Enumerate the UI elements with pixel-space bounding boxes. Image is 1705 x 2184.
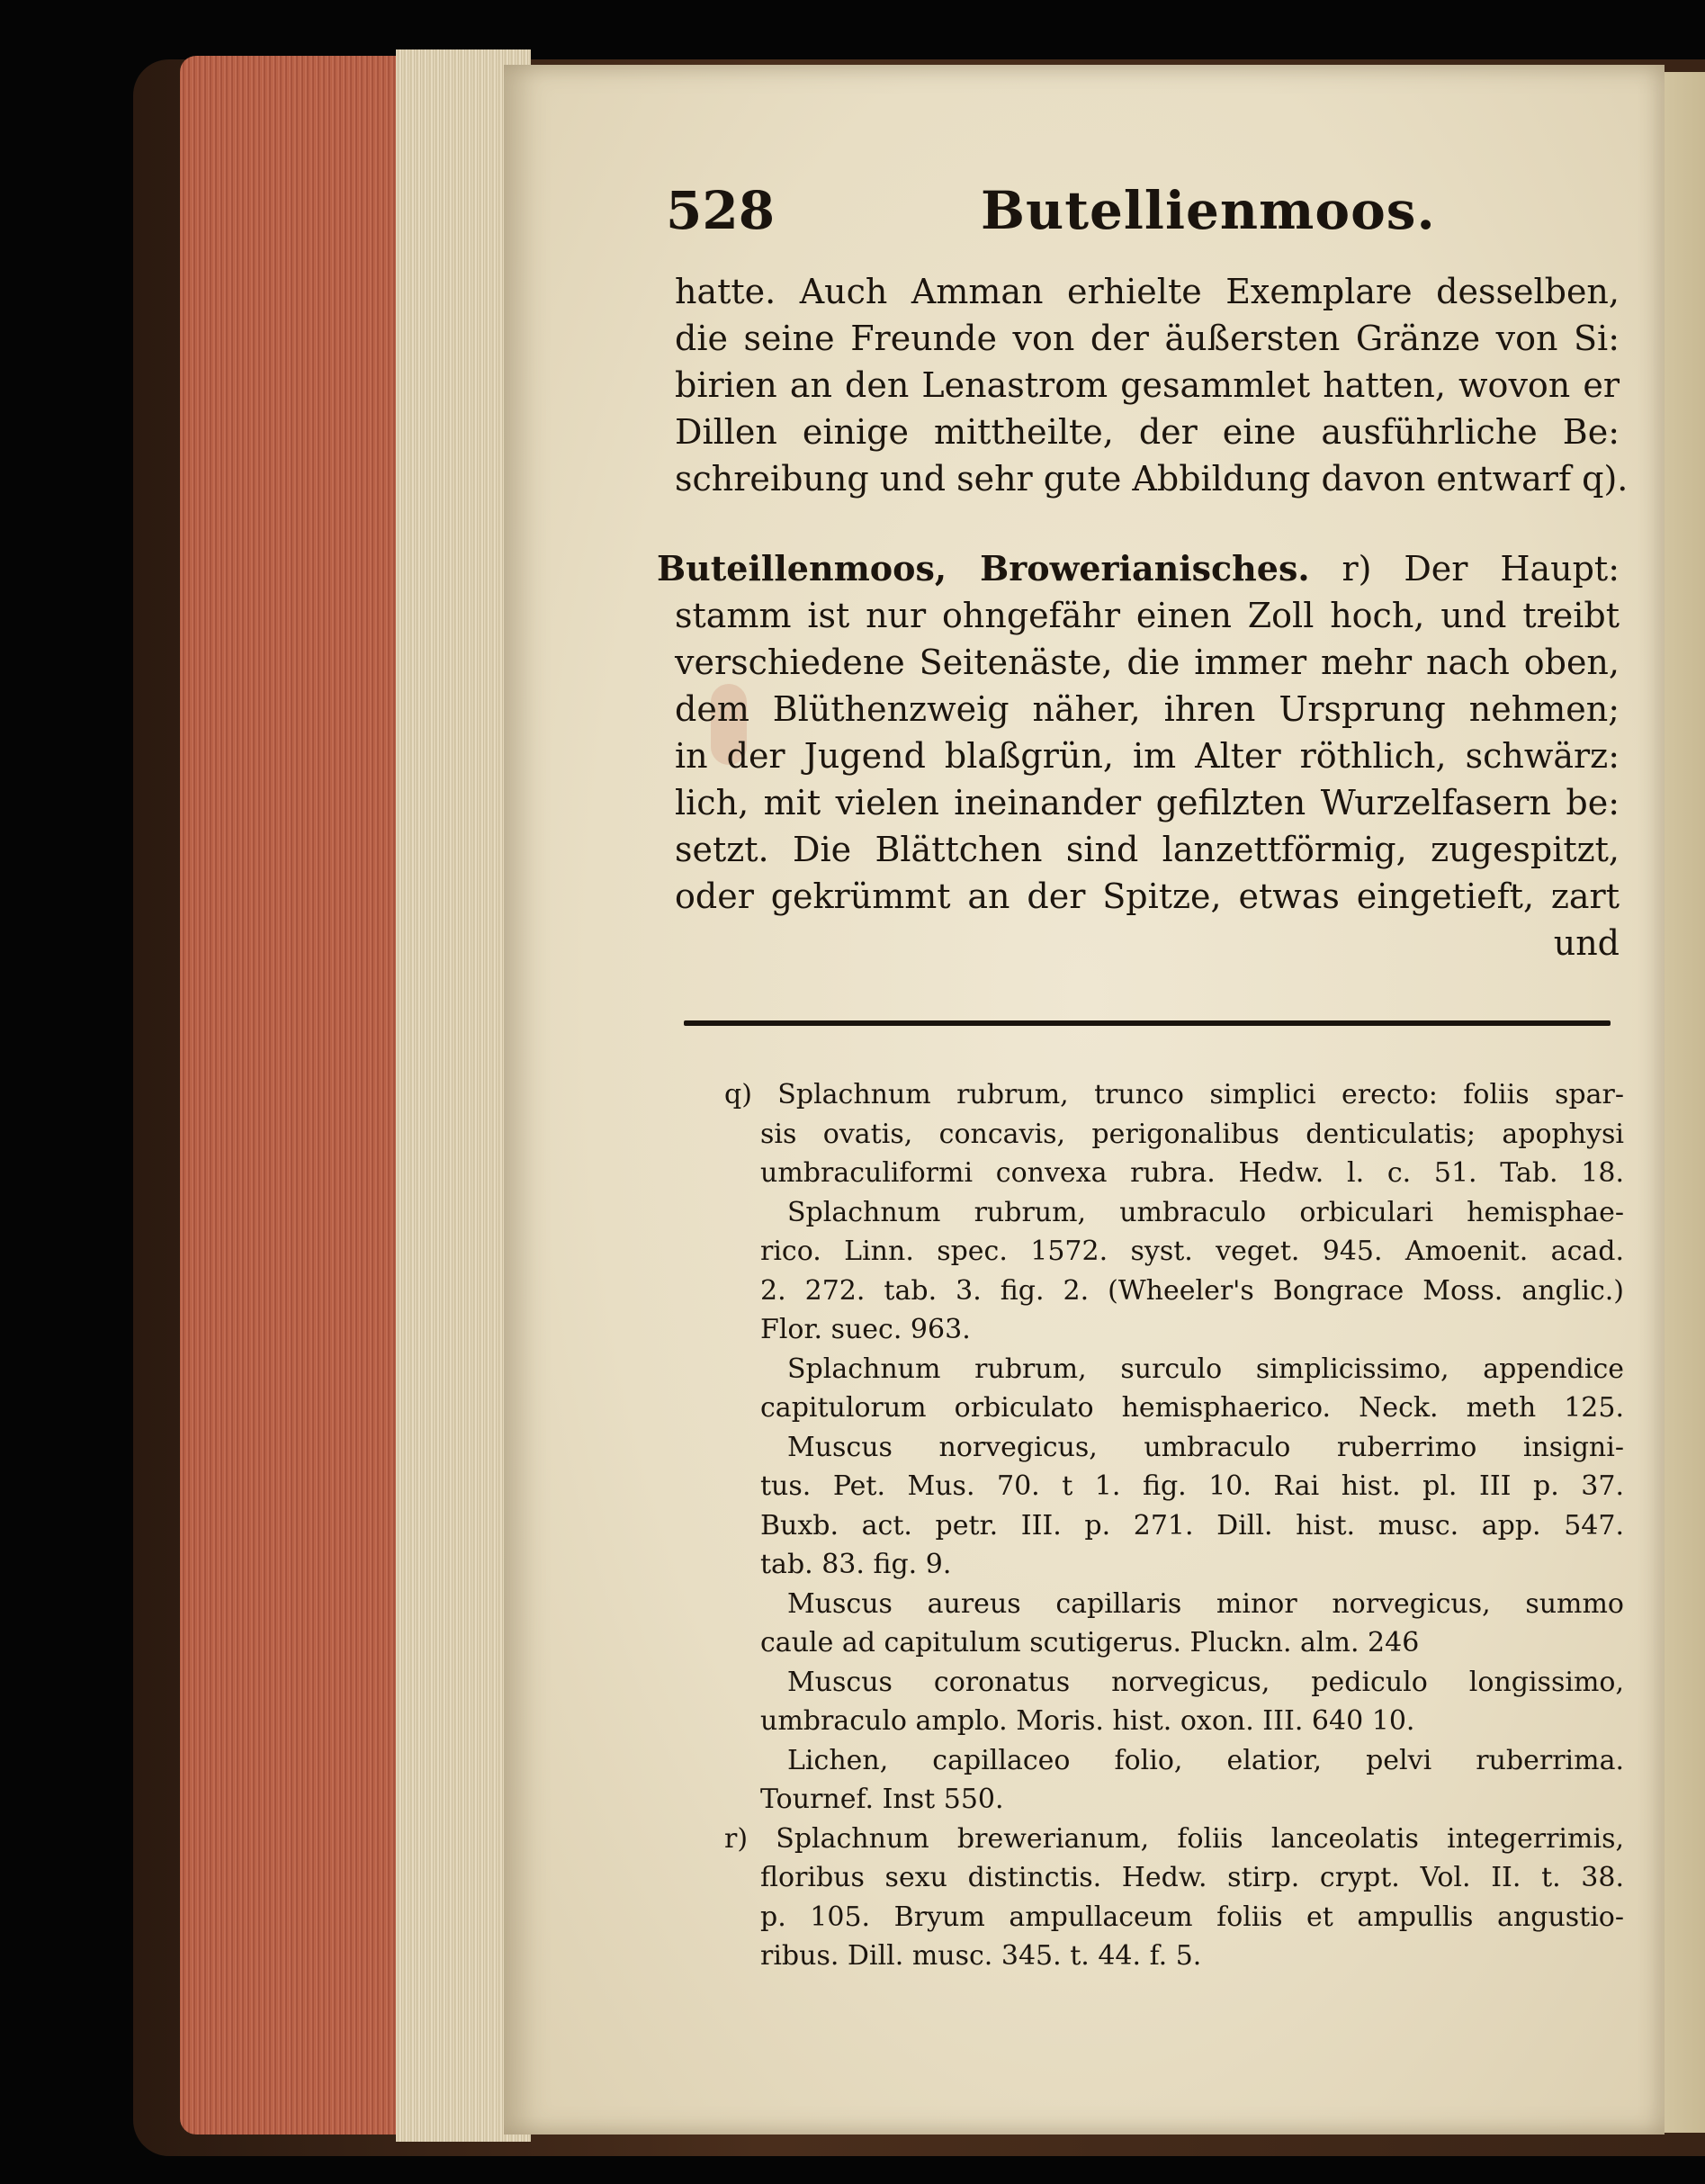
footnote-line: Splachnum rubrum, surculo simplicissimo, appendice [787,1353,1624,1385]
page-number: 528 [666,180,776,241]
footnote-line: umbraculiformi convexa rubra. Hedw. l. c. 51. Tab. 18. [760,1157,1624,1189]
text-line: dem Blüthenzweig näher, ihren Ursprung nehmen; [675,689,1620,729]
text-line: verschiedene Seitenäste, die immer mehr nach oben, [675,643,1620,682]
footnote-line: Splachnum rubrum, umbraculo orbiculari hemisphae- [787,1196,1624,1228]
footnote-rule [684,1020,1611,1026]
text-line: birien an den Lenastrom gesammlet hatten, wovon er [675,365,1620,405]
text-line: Dillen einige mittheilte, der eine ausführliche Be: [675,412,1620,452]
page-header [666,180,1611,243]
footnote-line: 2. 272. tab. 3. fig. 2. (Wheeler's Bongrace Moss. anglic.) [760,1274,1624,1307]
text-line: schreibung und sehr gute Abbildung davon entwarf q). [675,459,1629,499]
footnote-line: r) Splachnum brewerianum, foliis lanceolatis integerrimis, [724,1822,1624,1855]
footnote-line: capitulorum orbiculato hemisphaerico. Neck. meth 125. [760,1392,1624,1424]
text-line: in der Jugend blaßgrün, im Alter röthlich, schwärz: [675,736,1620,776]
footnote-line: Muscus norvegicus, umbraculo ruberrimo insigni- [787,1431,1624,1463]
footnote-line: rico. Linn. spec. 1572. syst. veget. 945. Amoenit. acad. [760,1236,1624,1267]
section-heading: Buteillenmoos, Browerianisches. [657,548,1310,589]
footnote-line: sis ovatis, concavis, perigonalibus denticulatis; apophysi [760,1118,1624,1150]
footnote-line: tus. Pet. Mus. 70. t 1. fig. 10. Rai hist. pl. III p. 37. [760,1470,1624,1502]
footnotes [724,1075,1624,1976]
footnote-line: Buxb. act. petr. III. p. 271. Dill. hist. musc. app. 547. [760,1509,1624,1541]
footnote-line: Lichen, capillaceo folio, elatior, pelvi ruberrima. [787,1744,1624,1776]
footnote-line: Muscus aureus capillaris minor norvegicus, summo [787,1587,1624,1620]
footnote-line: Flor. suec. 963. [760,1314,971,1345]
footnote-line: caule ad capitulum scutigerus. Pluckn. alm. 246 [760,1627,1420,1658]
section-heading-ref: r) Der Haupt: [1342,549,1620,589]
text-line: oder gekrümmt an der Spitze, etwas eingetieft, zart [675,876,1620,916]
footnote-line: umbraculo amplo. Moris. hist. oxon. III. 640 10. [760,1705,1415,1737]
text-line: die seine Freunde von der äußersten Gränze von Si: [675,319,1620,358]
footnote-line: p. 105. Bryum ampullaceum foliis et ampullis angustio- [760,1901,1624,1933]
text-line: setzt. Die Blättchen sind lanzettförmig, zugespitzt, [675,830,1620,869]
footnote-line: tab. 83. fig. 9. [760,1549,952,1580]
text-line: stamm ist nur ohngefähr einen Zoll hoch, und treibt [675,596,1620,635]
footnote-line: q) Splachnum rubrum, trunco simplici erecto: foliis spar- [724,1079,1624,1110]
section-heading-line [657,545,1620,592]
text-line: lich, mit vielen ineinander gefilzten Wurzelfasern be: [675,783,1620,822]
footnote-line: Muscus coronatus norvegicus, pediculo longissimo, [787,1666,1624,1698]
catchword: und [1553,923,1620,963]
footnote-line: ribus. Dill. musc. 345. t. 44. f. 5. [760,1940,1202,1972]
text-line: hatte. Auch Amman erhielte Exemplare desselben, [675,272,1620,311]
main-text [657,268,1629,966]
footnote-line: Tournef. Inst 550. [760,1784,1004,1815]
running-head: Butellienmoos. [981,180,1436,241]
footnote-line: floribus sexu distinctis. Hedw. stirp. crypt. Vol. II. t. 38. [760,1862,1624,1893]
